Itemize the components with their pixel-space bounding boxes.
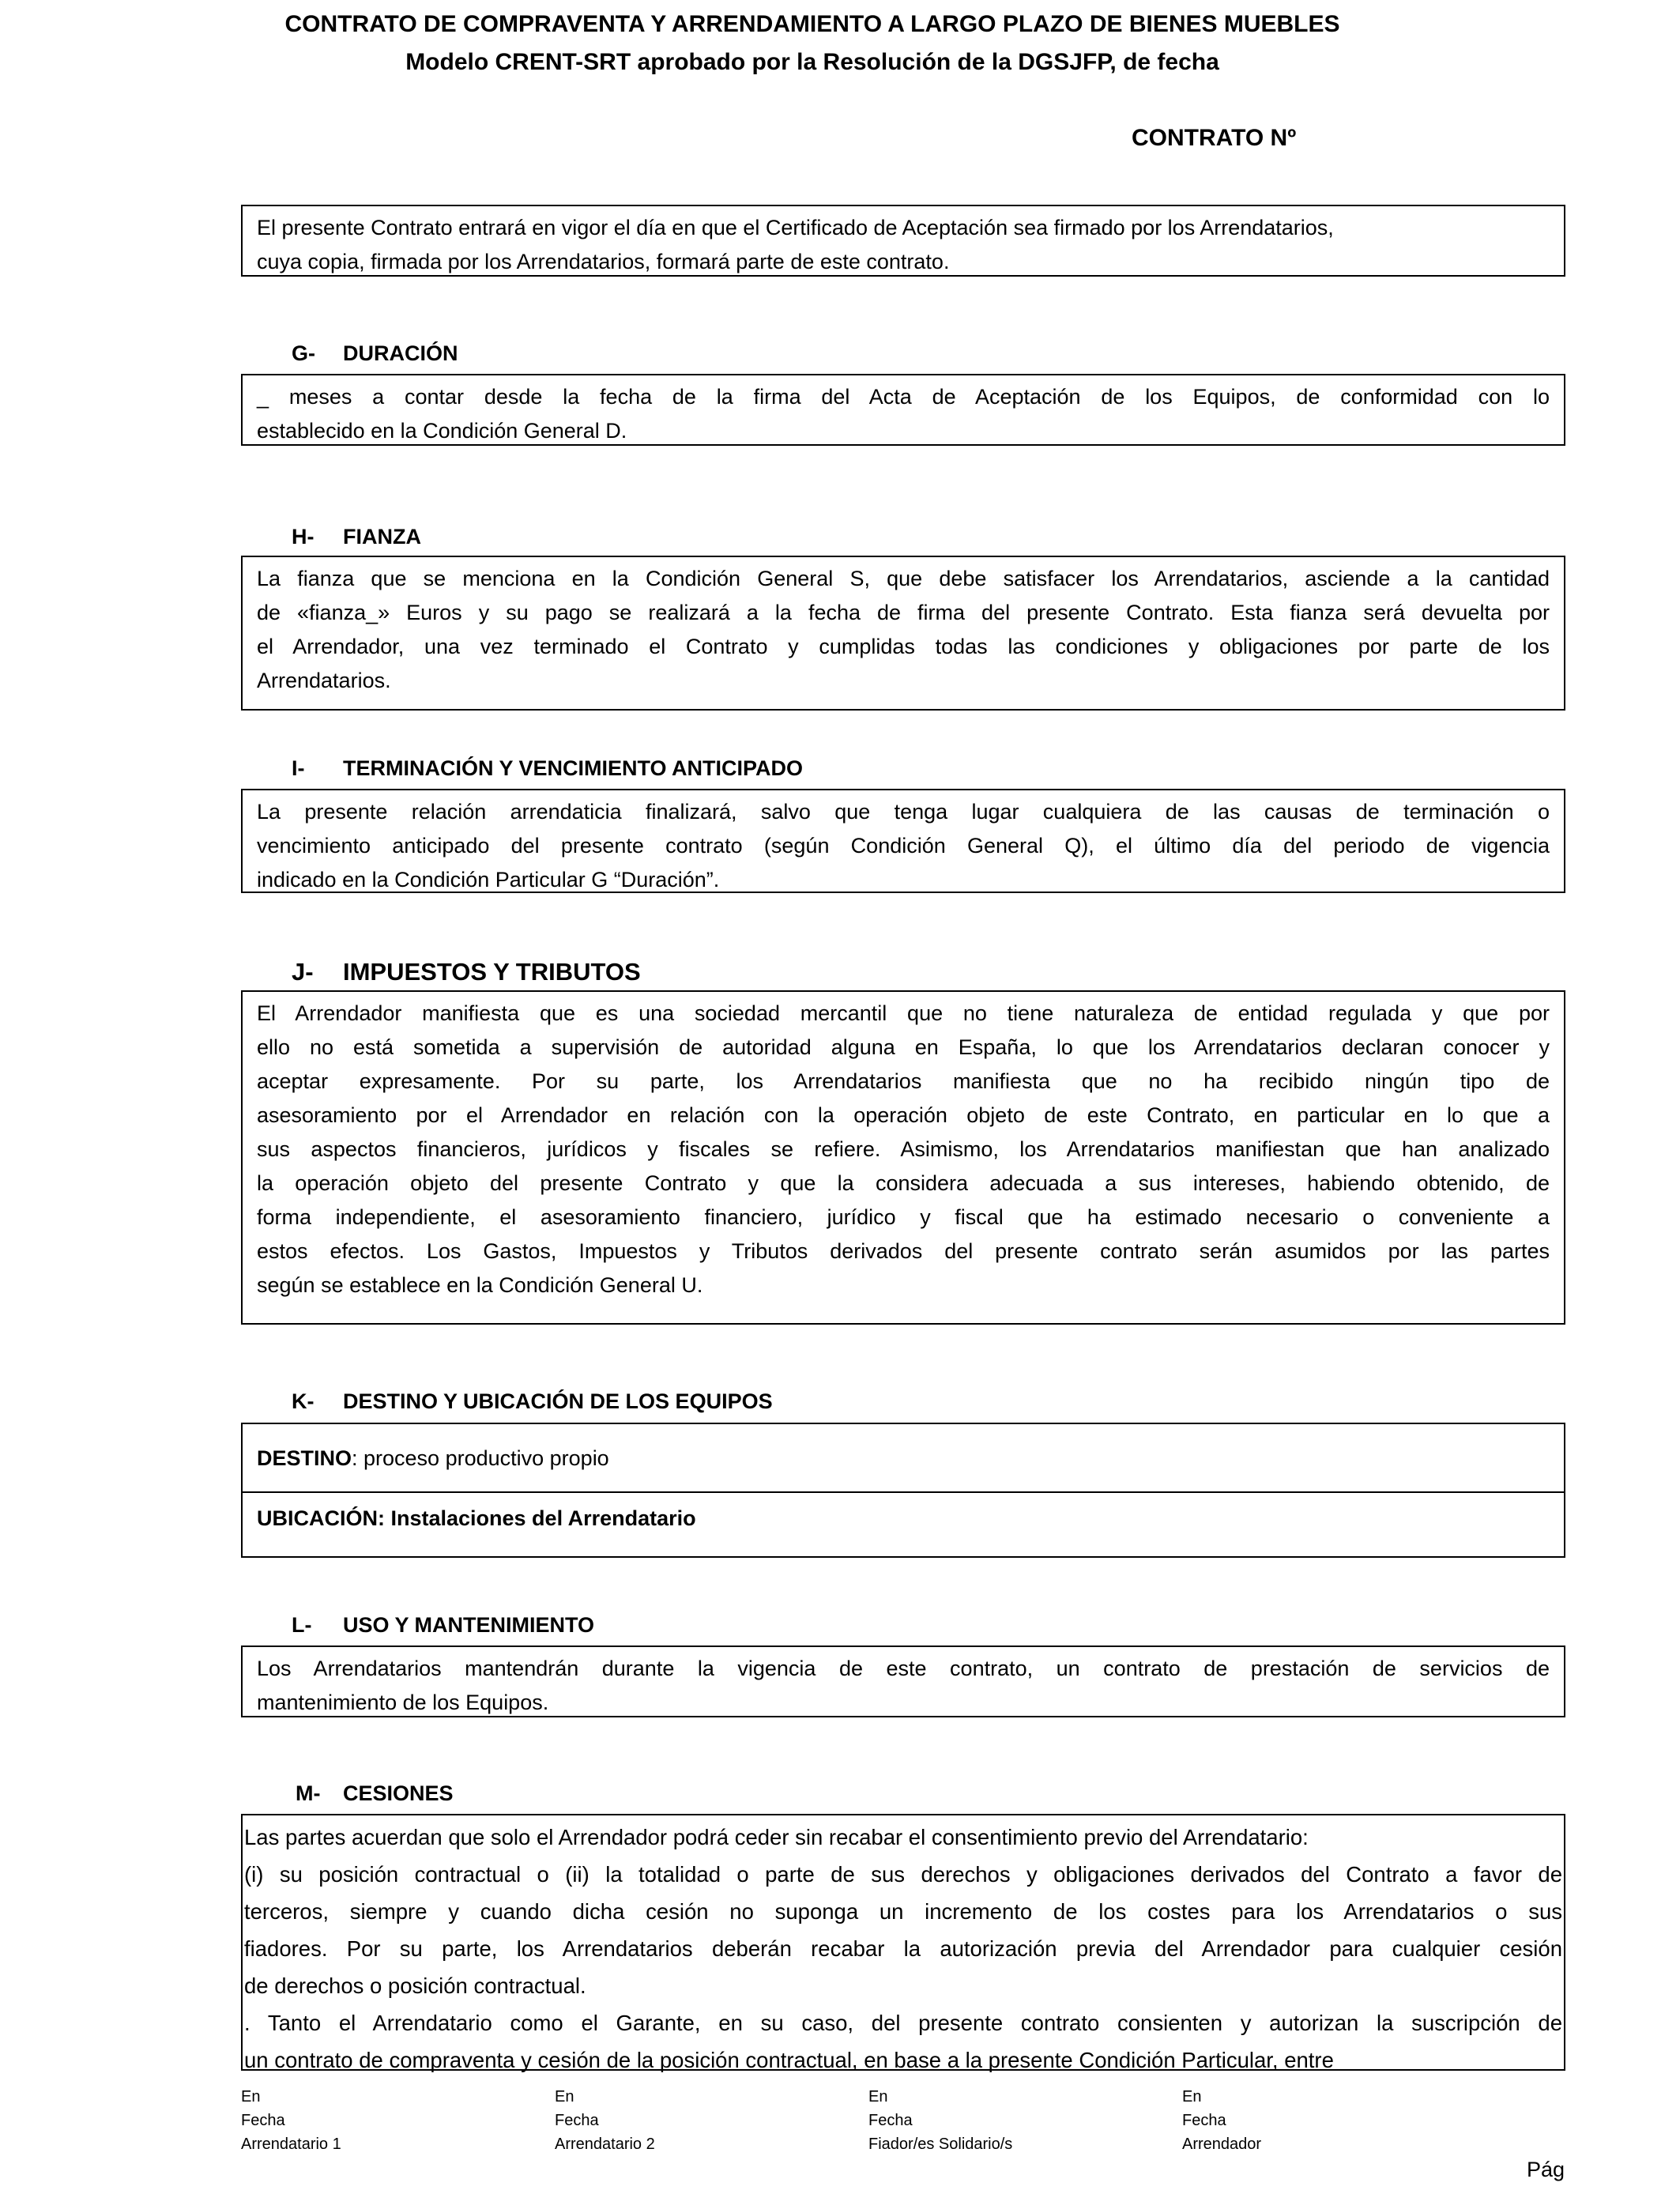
text-line: Arrendatarios. [257, 669, 391, 692]
text-line: _ meses a contar desde la fecha de la firma del Acta de Aceptación de los Equipos, de conformidad con lo [257, 385, 1550, 409]
section-title: FIANZA [343, 525, 421, 548]
section-letter: I- [292, 756, 305, 780]
section-i-box [241, 789, 1565, 893]
page-number-label: Pág [1526, 2158, 1565, 2181]
signature-role: Arrendador [1182, 2136, 1262, 2153]
text-line: (i) su posición contractual o (ii) la totalidad o parte de sus derechos y obligaciones derivados del Contrato a favor de [244, 1862, 1562, 1887]
signature-role: Fiador/es Solidario/s [868, 2136, 1013, 2153]
signature-date: Fecha [555, 2112, 599, 2129]
section-letter: L- [292, 1613, 312, 1637]
signature-block-2 [555, 2085, 655, 2156]
section-title: CESIONES [343, 1781, 454, 1805]
signature-block-3 [868, 2085, 1012, 2156]
text-line: Las partes acuerdan que solo el Arrendador podrá ceder sin recabar el consentimiento previo del Arrendatario: [244, 1825, 1309, 1849]
text-line: El presente Contrato entrará en vigor el día en que el Certificado de Aceptación sea firmado por los Arrendatarios, [257, 216, 1334, 239]
signature-place: En [1182, 2088, 1202, 2105]
text-line: El Arrendador manifiesta que es una sociedad mercantil que no tiene naturaleza de entidad regulada y que por [257, 1001, 1550, 1025]
section-letter: J- [292, 958, 314, 986]
section-title: DURACIÓN [343, 341, 458, 365]
text-line: según se establece en la Condición General U. [257, 1273, 703, 1297]
section-k-box [241, 1423, 1565, 1558]
signature-date: Fecha [868, 2112, 913, 2129]
ubicacion-line: UBICACIÓN: Instalaciones del Arrendatario [257, 1506, 696, 1530]
signature-block-4 [1182, 2085, 1261, 2156]
signature-date: Fecha [241, 2112, 285, 2129]
signature-place: En [241, 2088, 261, 2105]
text-line: de derechos o posición contractual. [244, 1973, 586, 1998]
document-title: CONTRATO DE COMPRAVENTA Y ARRENDAMIENTO A LARGO PLAZO DE BIENES MUEBLES [284, 11, 1340, 37]
text-line: vencimiento anticipado del presente contrato (según Condición General Q), el último día del periodo de vigencia [257, 834, 1550, 858]
section-letter: K- [292, 1389, 315, 1413]
section-h-box [241, 556, 1565, 711]
signature-place: En [868, 2088, 888, 2105]
text-line: estos efectos. Los Gastos, Impuestos y Tributos derivados del presente contrato serán asumidos por las partes [257, 1239, 1550, 1263]
intro-box [241, 205, 1565, 277]
text-line: . Tanto el Arrendatario como el Garante, en su caso, del presente contrato consienten y autorizan la suscripción de [244, 2011, 1562, 2035]
text-line: terceros, siempre y cuando dicha cesión no suponga un incremento de los costes para los Arrendatarios o sus [244, 1899, 1562, 1924]
text-line: establecido en la Condición General D. [257, 419, 627, 443]
text-line: de «fianza_» Euros y su pago se realizará a la fecha de firma del presente Contrato. Esta fianza será devuelta por [257, 601, 1550, 624]
signature-date: Fecha [1182, 2112, 1226, 2129]
signature-role: Arrendatario 1 [241, 2136, 341, 2153]
text-line: cuya copia, firmada por los Arrendatarios, formará parte de este contrato. [257, 250, 950, 273]
text-line: fiadores. Por su parte, los Arrendatarios deberán recabar la autorización previa del Arrendador para cualquier cesión [244, 1936, 1562, 1961]
destino-label: DESTINO [257, 1446, 352, 1470]
divider [243, 1491, 1564, 1493]
document-subtitle: Modelo CRENT-SRT aprobado por la Resolución de la DGSJFP, de fecha [405, 49, 1219, 75]
text-line: indicado en la Condición Particular G “Duración”. [257, 868, 720, 892]
section-title: TERMINACIÓN Y VENCIMIENTO ANTICIPADO [343, 756, 804, 780]
section-title: DESTINO Y UBICACIÓN DE LOS EQUIPOS [343, 1389, 773, 1413]
section-title: IMPUESTOS Y TRIBUTOS [343, 958, 641, 986]
destino-value: : proceso productivo propio [352, 1446, 609, 1470]
section-letter: G- [292, 341, 315, 365]
section-g-box [241, 374, 1565, 446]
text-line: el Arrendador, una vez terminado el Contrato y cumplidas todas las condiciones y obligaciones por parte de los [257, 635, 1550, 658]
text-line: asesoramiento por el Arrendador en relación con la operación objeto de este Contrato, en particular en lo que a [257, 1103, 1550, 1127]
section-m-box [241, 1814, 1565, 2071]
destino-line [257, 1446, 609, 1471]
signature-place: En [555, 2088, 574, 2105]
text-line: mantenimiento de los Equipos. [257, 1691, 549, 1714]
signature-block-1 [241, 2085, 341, 2156]
text-line: ello no está sometida a supervisión de autoridad alguna en España, lo que los Arrendatarios declaran conocer y [257, 1035, 1550, 1059]
section-l-box [241, 1646, 1565, 1717]
text-line: Los Arrendatarios mantendrán durante la vigencia de este contrato, un contrato de prestación de servicios de [257, 1657, 1550, 1680]
section-letter: M- [296, 1781, 321, 1805]
section-title: USO Y MANTENIMIENTO [343, 1613, 595, 1637]
signature-role: Arrendatario 2 [555, 2136, 655, 2153]
contract-number: CONTRATO Nº [1132, 125, 1297, 151]
text-line: forma independiente, el asesoramiento financiero, jurídico y fiscal que ha estimado necesario o conveniente a [257, 1205, 1550, 1229]
text-line: un contrato de compraventa y cesión de la posición contractual, en base a la presente Condición Particular, entre [244, 2048, 1334, 2072]
text-line: la operación objeto del presente Contrato y que la considera adecuada a sus intereses, habiendo obtenido, de [257, 1171, 1550, 1195]
section-j-box [241, 990, 1565, 1325]
text-line: La presente relación arrendaticia finalizará, salvo que tenga lugar cualquiera de las causas de terminación o [257, 800, 1550, 824]
text-line: La fianza que se menciona en la Condición General S, que debe satisfacer los Arrendatarios, asciende a la cantidad [257, 567, 1550, 590]
text-line: aceptar expresamente. Por su parte, los Arrendatarios manifiesta que no ha recibido ningún tipo de [257, 1069, 1550, 1093]
text-line: sus aspectos financieros, jurídicos y fiscales se refiere. Asimismo, los Arrendatarios manifiestan que han analizado [257, 1137, 1550, 1161]
section-letter: H- [292, 525, 315, 548]
